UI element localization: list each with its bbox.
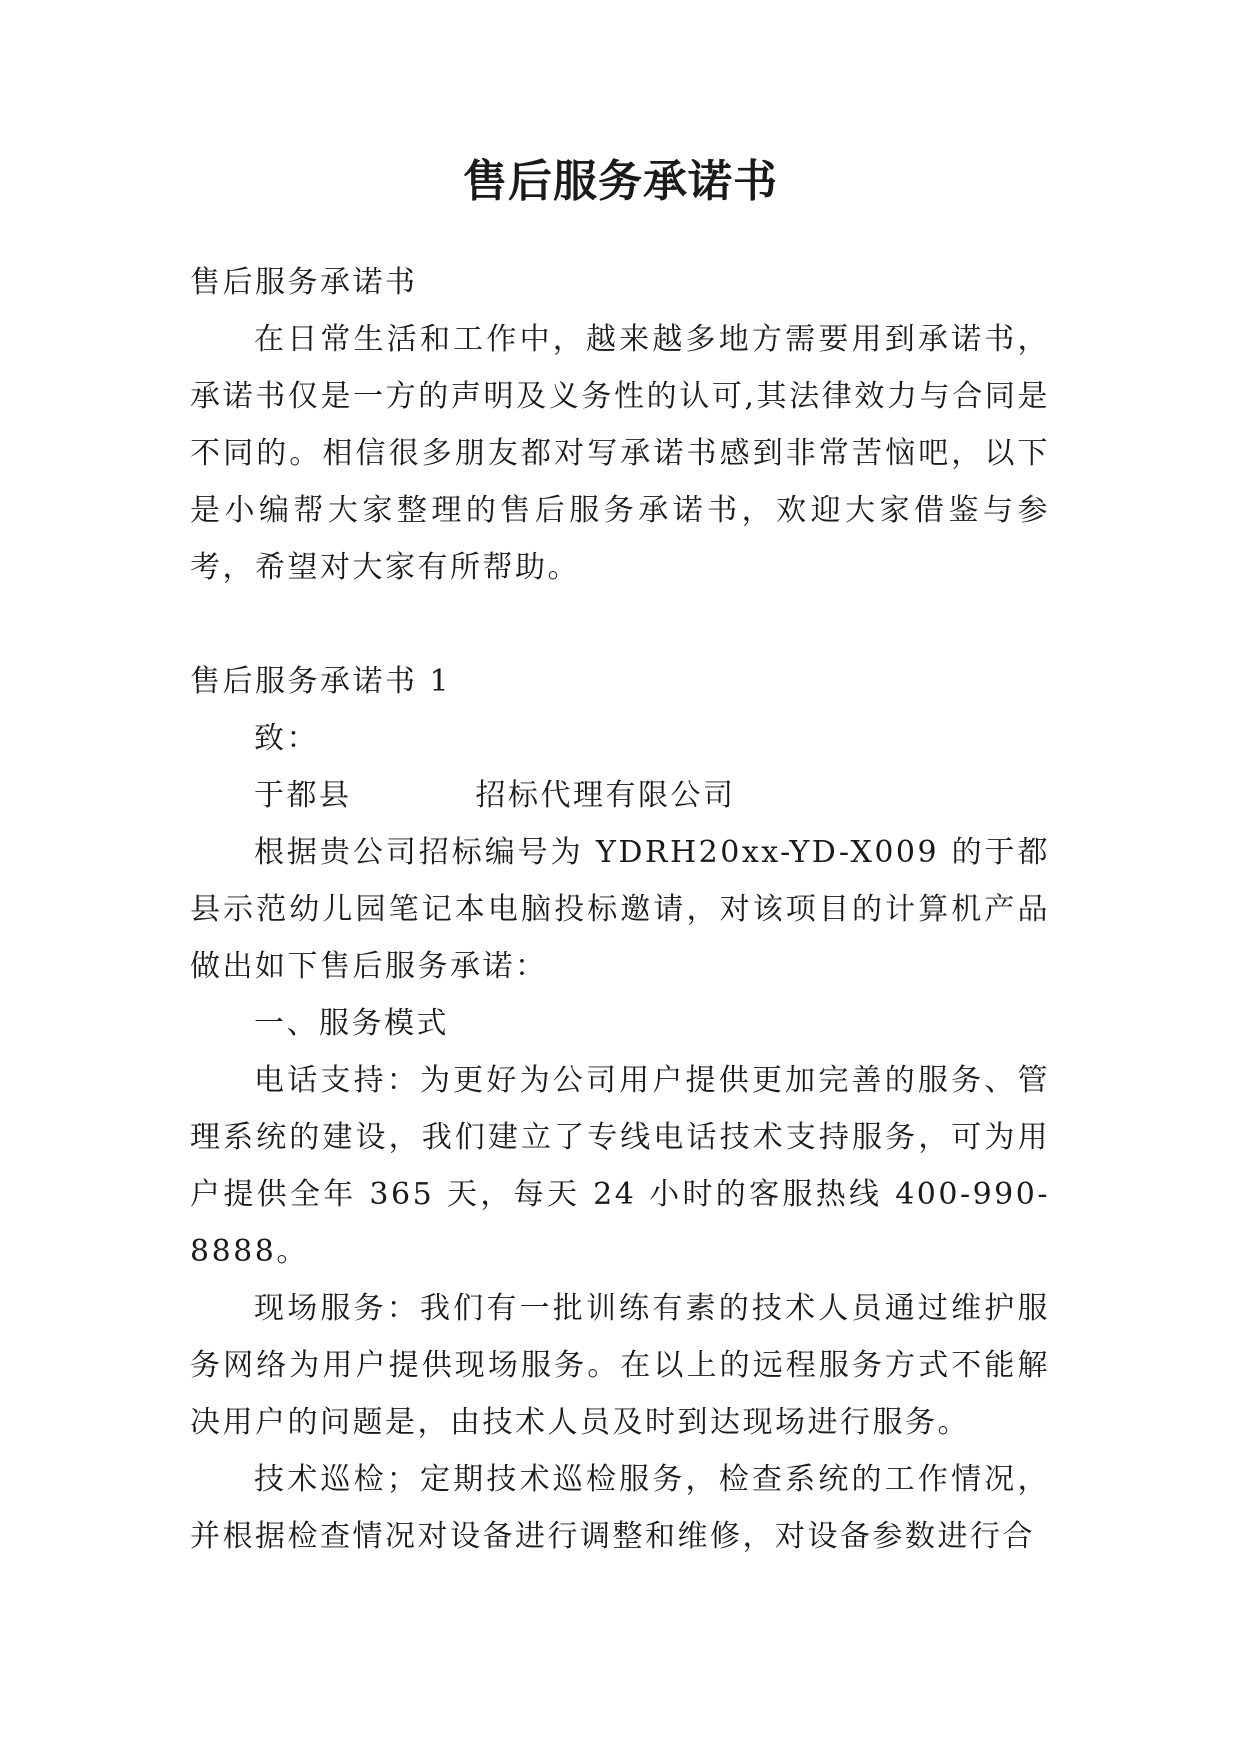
inspection-paragraph: 技术巡检；定期技术巡检服务，检查系统的工作情况，并根据检查情况对设备进行调整和维修，对设备参数进行合	[190, 1462, 1050, 1554]
paragraph-spacer	[190, 596, 1050, 653]
intro-paragraph: 在日常生活和工作中，越来越多地方需要用到承诺书，承诺书仅是一方的声明及义务性的认可,其法律效力与合同是不同的。相信很多朋友都对写承诺书感到非常苦恼吧，以下是小编帮大家整理的售后服务承诺书，欢迎大家借鉴与参考，希望对大家有所帮助。	[190, 322, 1050, 585]
recipient-county: 于都县	[254, 778, 352, 813]
document-subtitle: 售后服务承诺书	[190, 265, 418, 300]
recipient-company: 招标代理有限公司	[475, 778, 736, 813]
document-body	[190, 254, 1050, 1565]
section-heading: 售后服务承诺书 1	[190, 664, 452, 699]
bid-paragraph: 根据贵公司招标编号为 YDRH20xx-YD-X009 的于都县示范幼儿园笔记本电脑投标邀请，对该项目的计算机产品做出如下售后服务承诺：	[190, 835, 1050, 984]
phone-support-paragraph: 电话支持：为更好为公司用户提供更加完善的服务、管理系统的建设，我们建立了专线电话技术支持服务，可为用户提供全年 365 天，每天 24 小时的客服热线 400-990-8888。	[190, 1063, 1050, 1269]
item-heading-service-mode: 一、服务模式	[254, 1006, 449, 1041]
document-title: 售后服务承诺书	[463, 156, 778, 207]
onsite-service-paragraph: 现场服务：我们有一批训练有素的技术人员通过维护服务网络为用户提供现场服务。在以上的远程服务方式不能解决用户的问题是，由技术人员及时到达现场进行服务。	[190, 1291, 1050, 1440]
recipient-line	[190, 767, 1050, 824]
salutation: 致：	[254, 721, 319, 756]
